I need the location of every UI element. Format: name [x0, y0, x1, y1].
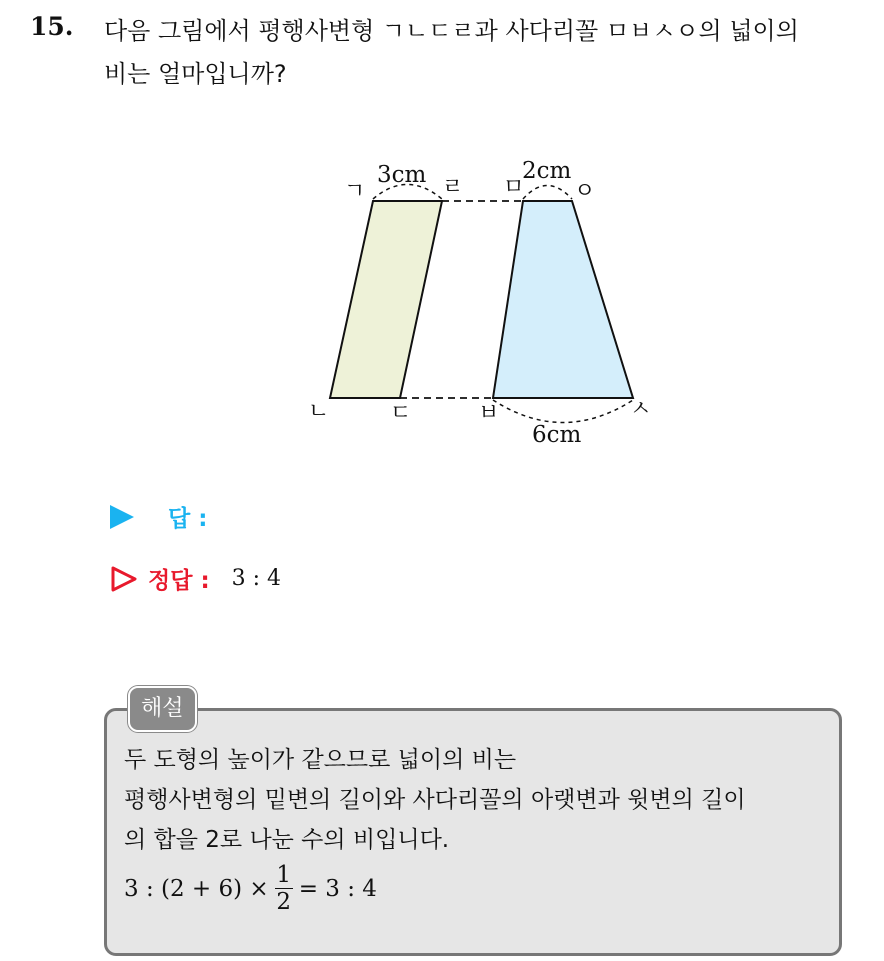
vertex-label-t3: ㅅ	[630, 397, 652, 422]
answer-row	[110, 500, 207, 533]
vertex-label-t2: ㅂ	[478, 401, 500, 426]
vertex-label-p4: ㄹ	[442, 175, 464, 200]
explanation-tab: 해설	[128, 686, 197, 732]
outline-triangle-icon	[110, 565, 138, 593]
trapezoid-top-measure: 2cm	[522, 158, 572, 184]
play-triangle-icon	[110, 505, 134, 529]
explanation-line-1: 두 도형의 높이가 같으므로 넓이의 비는	[124, 747, 517, 773]
answer-label: 답 :	[168, 506, 208, 532]
correct-answer-row	[110, 562, 281, 595]
parallelogram-top-measure: 3cm	[377, 162, 427, 188]
vertex-label-t4: ㅇ	[574, 179, 596, 204]
question-line-2: 비는 얼마입니까?	[104, 60, 287, 88]
question-line-1: 다음 그림에서 평행사변형 ㄱㄴㄷㄹ과 사다리꼴 ㅁㅂㅅㅇ의 넓이의	[104, 17, 799, 45]
geometry-figure	[0, 140, 884, 460]
trapezoid-bottom-measure: 6cm	[532, 422, 582, 448]
question-text	[104, 10, 874, 96]
formula-fraction	[275, 862, 293, 915]
question-number: 15.	[30, 12, 74, 41]
explanation-line-3: 의 합을 2로 나눈 수의 비입니다.	[124, 827, 450, 853]
correct-answer-value: 3 : 4	[231, 566, 282, 591]
vertex-label-p3: ㄷ	[390, 401, 412, 426]
vertex-label-p2: ㄴ	[308, 399, 330, 424]
vertex-label-p1: ㄱ	[344, 179, 366, 204]
trapezoid-shape	[493, 201, 633, 398]
vertex-label-t1: ㅁ	[503, 175, 525, 200]
formula-right: = 3 : 4	[298, 875, 377, 902]
trapezoid-bottom-arc	[493, 400, 633, 423]
formula-left: 3 : (2 + 6) ×	[124, 875, 269, 902]
explanation-line-2: 평행사변형의 밑변의 길이와 사다리꼴의 아랫변과 윗변의 길이	[124, 787, 746, 813]
explanation-formula	[124, 862, 377, 915]
parallelogram-shape	[330, 201, 442, 398]
trapezoid-top-arc	[523, 186, 572, 200]
fraction-denominator: 2	[276, 889, 292, 915]
explanation-text	[124, 740, 834, 860]
correct-answer-label: 정답 :	[148, 568, 210, 594]
fraction-numerator: 1	[276, 862, 292, 888]
